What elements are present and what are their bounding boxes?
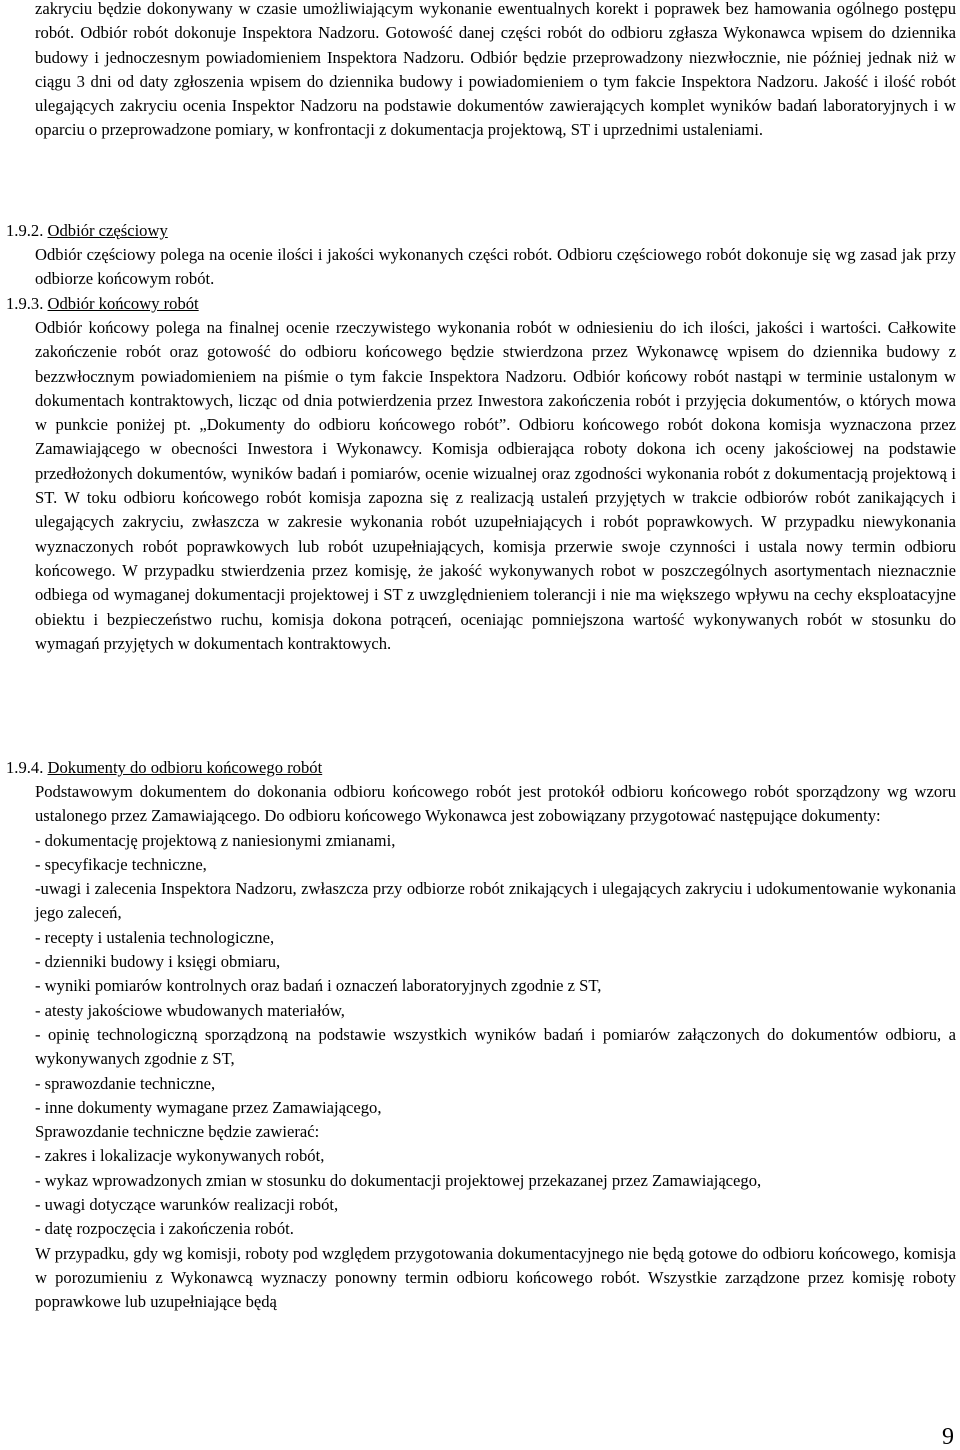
section-body-wrap — [35, 316, 956, 656]
page-number: 9 — [942, 1424, 954, 1450]
intro-paragraph: zakryciu będzie dokonywany w czasie umożliwiającym wykonanie ewentualnych korekt i poprawek bez hamowania ogólnego postępu robót. Odbiór robót dokonuje Inspektora Nadzoru. Gotowość danej części robót do odbioru zgłasza Wykonawca wpisem do dziennika budowy i jednoczesnym powiadomieniem Inspektora Nadzoru. Odbiór będzie przeprowadzony niezwłocznie, nie później jednak niż w ciągu 3 dni od daty zgłoszenia wpisem do dziennika budowy i powiadomieniem o tym fakcie Inspektora Nadzoru. Jakość i ilość robót ulegających zakryciu ocenia Inspektor Nadzoru na podstawie dokumentów zawierających komplet wyników badań laboratoryjnych i w oparciu o przeprowadzone pomiary, w konfrontacji z dokumentacja projektową, ST i uprzednimi ustaleniami. — [35, 0, 956, 140]
list-item: - dzienniki budowy i księgi obmiaru, — [35, 952, 281, 972]
list-item: -uwagi i zalecenia Inspektora Nadzoru, zwłaszcza przy odbiorze robót znikających i ulegających zakryciu i udokumentowanie wykonania jego zaleceń, — [35, 879, 956, 923]
section-title: Dokumenty do odbioru końcowego robót — [47, 758, 323, 777]
section-number: 1.9.2. — [6, 221, 44, 240]
list-item: - zakres i lokalizacje wykonywanych robót, — [35, 1146, 325, 1166]
section-body: Odbiór końcowy polega na finalnej ocenie rzeczywistego wykonania robót w odniesieniu do ich ilości, jakości i wartości. Całkowite zakończenie robót oraz gotowość do odbioru końcowego będzie stwierdzona przez Wykonawcę wpisem do dziennika budowy z bezzwłocznym powiadomieniem na piśmie o tym fakcie Inspektora Nadzoru. Odbiór końcowy robót nastąpi w terminie ustalonym w dokumentach kontraktowych, licząc od dnia potwierdzenia przez Inwestora zakończenia robót i przyjęcia dokumentów, o których mowa w punkcie poniżej pt. „Dokumenty do odbioru końcowego robót”. Odbioru końcowego robót dokona komisja wyznaczona przez Zamawiającego w obecności Inwestora i Wykonawcy. Komisja odbierająca roboty dokona ich oceny jakościowej na podstawie przedłożonych dokumentów, wyników badań i pomiarów, ocenie wizualnej oraz zgodności wykonania robót z dokumentacją projektową i ST. W toku odbioru końcowego robót komisja zapozna się z realizacją ustaleń przyjętych w trakcie odbiorów robót zanikających i ulegających zakryciu, zwłaszcza w zakresie wykonania robót uzupełniających i robót poprawkowych. W przypadku niewykonania wyznaczonych robót poprawkowych lub robót uzupełniających, komisja przerwie swoje czynności i ustala nowy termin odbioru końcowego. W przypadku stwierdzenia przez komisję, że jakość wykonywanych robot w poszczególnych asortymentach nieznacznie odbiega od wymaganej dokumentacji projektowej i ST z uwzględnieniem tolerancji i nie ma większego wpływu na cechy eksploatacyjne obiektu i bezpieczeństwo ruchu, komisja dokona potrąceń, oceniając pomniejszona wartość wykonywanych robót w stosunku do wymagań przyjętych w dokumentach kontraktowych. — [35, 318, 956, 653]
list-item: - datę rozpoczęcia i zakończenia robót. — [35, 1219, 294, 1239]
section-body: Odbiór częściowy polega na ocenie ilości i jakości wykonanych części robót. Odbioru częściowego robót dokonuje się wg zasad jak przy odbiorze końcowym robót. — [35, 245, 956, 289]
section-number: 1.9.3. — [6, 294, 44, 313]
intro-section — [35, 0, 956, 143]
list-item: - specyfikacje techniczne, — [35, 854, 207, 874]
section-number: 1.9.4. — [6, 758, 44, 777]
section-body: Podstawowym dokumentem do dokonania odbioru końcowego robót jest protokół odbioru końcowego robót sporządzony wg wzoru ustalonego przez Zamawiającego. Do odbioru końcowego Wykonawca jest zobowiązany przygotować następujące dokumenty: — [35, 782, 956, 826]
list-item: - sprawozdanie techniczne, — [35, 1073, 216, 1093]
section-title: Odbiór końcowy robót — [47, 294, 199, 313]
list-item: - wyniki pomiarów kontrolnych oraz badań i oznaczeń laboratoryjnych zgodnie z ST, — [35, 976, 602, 996]
report-intro: Sprawozdanie techniczne będzie zawierać: — [35, 1122, 320, 1142]
list-item: - dokumentację projektową z naniesionymi zmianami, — [35, 830, 396, 850]
list-item: - uwagi dotyczące warunków realizacji robót, — [35, 1195, 339, 1215]
list-item: - wykaz wprowadzonych zmian w stosunku do dokumentacji projektowej przekazanej przez Zamawiającego, — [35, 1170, 762, 1190]
closing-paragraph: W przypadku, gdy wg komisji, roboty pod względem przygotowania dokumentacyjnego nie będą gotowe do odbioru końcowego, komisja w porozumieniu z Wykonawcą wyznaczy ponowny termin odbioru końcowego robót. Wszystkie zarządzone przez komisję roboty poprawkowe lub uzupełniające będą — [35, 1243, 956, 1312]
list-item: - recepty i ustalenia technologiczne, — [35, 927, 275, 947]
section-body-wrap — [35, 243, 956, 292]
section-body-wrap — [35, 780, 956, 1315]
documents-list — [35, 829, 956, 1121]
list-item: - opinię technologiczną sporządzoną na podstawie wszystkich wyników badań i pomiarów załączonych do dokumentów odbioru, a wykonywanych zgodnie z ST, — [35, 1024, 956, 1069]
list-item: - inne dokumenty wymagane przez Zamawiającego, — [35, 1097, 382, 1117]
report-list — [35, 1144, 956, 1241]
section-heading — [6, 756, 322, 780]
section-heading — [6, 292, 199, 316]
section-heading — [6, 219, 168, 243]
section-title: Odbiór częściowy — [47, 221, 168, 240]
list-item: - atesty jakościowe wbudowanych materiałów, — [35, 1000, 345, 1020]
